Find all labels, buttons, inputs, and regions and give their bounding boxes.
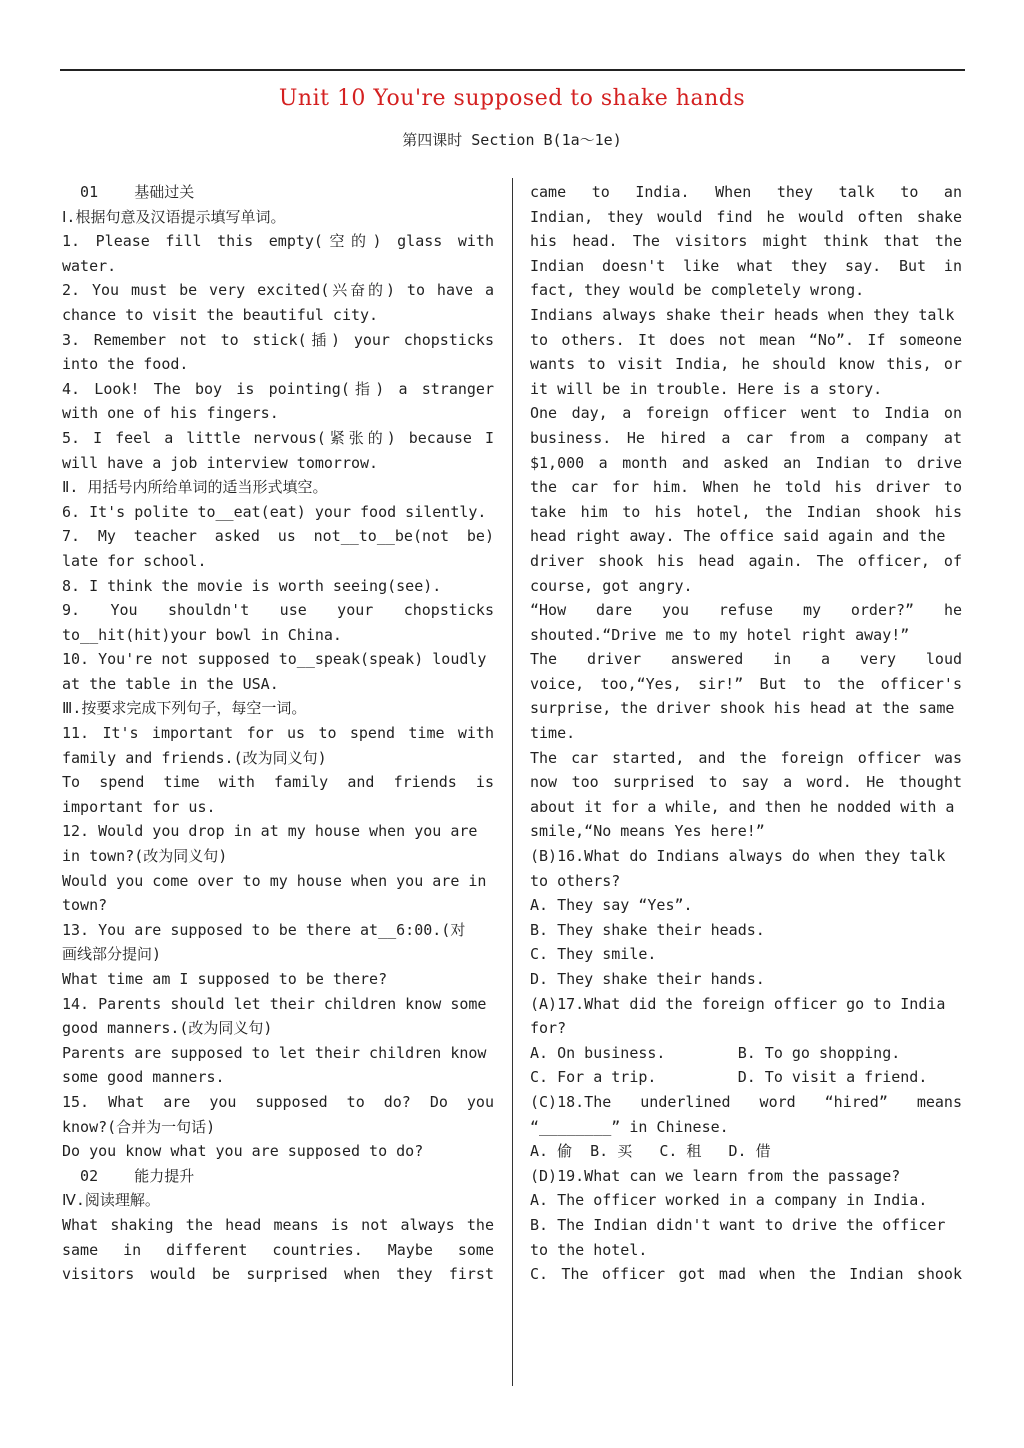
text-line: course, got angry. <box>530 576 693 595</box>
text-line: B. They shake their heads. <box>530 920 765 939</box>
text-line: 13. You are supposed to be there at__6:00.(对 <box>62 920 466 939</box>
text-line: 9. You shouldn't use your chopsticks <box>62 601 494 620</box>
column-divider <box>512 178 513 1386</box>
text-line: 1. Please fill this empty(空的) glass with <box>62 232 494 251</box>
text-line: Would you come over to my house when you are in <box>62 871 487 890</box>
text-line: 01 基础过关 <box>62 183 195 201</box>
text-line: “________” in Chinese. <box>530 1117 729 1136</box>
text-line: The driver answered in a very loud <box>530 650 962 669</box>
text-line: to the hotel. <box>530 1240 648 1259</box>
text-line: Indians always shake their heads when they talk <box>530 305 955 324</box>
text-line: driver shook his head again. The officer, of <box>530 551 962 570</box>
text-line: Do you know what you are supposed to do? <box>62 1142 424 1161</box>
text-line: came to India. When they talk to an <box>530 183 962 201</box>
text-line: town? <box>62 896 108 915</box>
text-line: Ⅱ. 用括号内所给单词的适当形式填空。 <box>62 478 328 497</box>
text-line: business. He hired a car from a company at <box>530 428 962 447</box>
text-line: family and friends.(改为同义句) <box>62 748 327 767</box>
text-line: A. 偷 B. 买 C. 租 D. 借 <box>530 1142 771 1161</box>
text-line: surprise, the driver shook his head at the same <box>530 699 955 718</box>
text-line: 14. Parents should let their children know some <box>62 994 487 1013</box>
text-line: to__hit(hit)your bowl in China. <box>62 625 342 644</box>
text-line: Ⅲ.按要求完成下列句子，每空一词。 <box>62 699 307 718</box>
text-line: to others. It does not mean “No”. If someone <box>530 330 962 349</box>
text-line: A. They say “Yes”. <box>530 896 693 915</box>
text-line: take him to his hotel, the Indian shook his <box>530 502 962 521</box>
text-line: 8. I think the movie is worth seeing(see). <box>62 576 442 595</box>
text-line: voice, too,“Yes, sir!” But to the officer's <box>530 674 962 693</box>
text-line: now too surprised to say a word. He thought <box>530 773 962 792</box>
text-line: 3. Remember not to stick(插) your chopsticks <box>62 330 494 349</box>
text-line: 6. It's polite to__eat(eat) your food silently. <box>62 502 487 521</box>
text-line: for? <box>530 1019 567 1038</box>
text-line: his head. The visitors might think that the <box>530 232 962 251</box>
text-line: What time am I supposed to be there? <box>62 970 388 988</box>
text-line: water. <box>62 256 117 275</box>
text-line: A. The officer worked in a company in India. <box>530 1191 928 1210</box>
text-line: What shaking the head means is not always the <box>62 1215 494 1234</box>
page-title: Unit 10 You're supposed to shake hands <box>278 86 746 111</box>
text-line: it will be in trouble. Here is a story. <box>530 379 883 398</box>
text-line: wants to visit India, he should know this, or <box>530 355 962 374</box>
text-line: Parents are supposed to let their children know <box>62 1043 487 1062</box>
text-line: (A)17.What did the foreign officer go to India <box>530 994 946 1013</box>
text-line: One day, a foreign officer went to India on <box>530 404 962 423</box>
text-line: C. The officer got mad when the Indian shook <box>530 1265 962 1284</box>
left-column <box>62 180 494 1287</box>
text-line: in town?(改为同义句) <box>62 847 228 866</box>
text-line: D. They shake their hands. <box>530 970 765 988</box>
text-line: Ⅳ.阅读理解。 <box>62 1191 160 1210</box>
text-line: Ⅰ.根据句意及汉语提示填写单词。 <box>62 207 286 226</box>
text-line: (C)18.The underlined word “hired” means <box>530 1092 962 1111</box>
text-line: some good manners. <box>62 1068 225 1087</box>
text-line: into the food. <box>62 355 189 374</box>
text-line: at the table in the USA. <box>62 674 279 693</box>
text-line: 画线部分提问) <box>62 945 162 964</box>
text-line: (B)16.What do Indians always do when they talk <box>530 847 946 866</box>
text-line: 11. It's important for us to spend time with <box>62 724 494 743</box>
text-line: 15. What are you supposed to do? Do you <box>62 1092 494 1111</box>
text-line: 2. You must be very excited(兴奋的) to have a <box>62 281 494 300</box>
text-line: (D)19.What can we learn from the passage? <box>530 1166 901 1185</box>
text-line: fact, they would be completely wrong. <box>530 281 865 300</box>
text-line: to others? <box>530 871 621 890</box>
text-line: B. The Indian didn't want to drive the officer <box>530 1215 946 1234</box>
text-line: C. For a trip. D. To visit a friend. <box>530 1068 928 1087</box>
right-column <box>530 180 962 1287</box>
text-line: important for us. <box>62 797 216 816</box>
text-line: the car for him. When he told his driver to <box>530 478 962 497</box>
text-line: 5. I feel a little nervous(紧张的) because I <box>62 428 494 447</box>
text-line: $1,000 a month and asked an Indian to drive <box>530 453 962 472</box>
text-line: shouted.“Drive me to my hotel right away!” <box>530 625 910 644</box>
text-line: The car started, and the foreign officer was <box>530 748 962 767</box>
text-line: visitors would be surprised when they first <box>62 1265 494 1284</box>
page-subtitle: 第四课时 Section B(1a～1e) <box>402 131 622 149</box>
text-line: 02 能力提升 <box>62 1166 195 1185</box>
top-rule <box>60 69 965 71</box>
text-line: 10. You're not supposed to__speak(speak) loudly <box>62 650 487 669</box>
text-line: with one of his fingers. <box>62 404 279 423</box>
text-line: C. They smile. <box>530 945 657 964</box>
text-line: smile,“No means Yes here!” <box>530 822 765 841</box>
text-line: 12. Would you drop in at my house when you are <box>62 822 478 841</box>
text-line: time. <box>530 724 576 743</box>
text-line: A. On business. B. To go shopping. <box>530 1043 901 1062</box>
text-line: late for school. <box>62 551 207 570</box>
text-line: To spend time with family and friends is <box>62 773 494 792</box>
text-line: “How dare you refuse my order?” he <box>530 601 962 620</box>
text-line: chance to visit the beautiful city. <box>62 305 379 324</box>
text-line: about it for a while, and then he nodded with a <box>530 797 955 816</box>
text-line: 7. My teacher asked us not__to__be(not be) <box>62 527 494 546</box>
text-line: Indian doesn't like what they say. But in <box>530 256 962 275</box>
text-line: same in different countries. Maybe some <box>62 1240 494 1259</box>
text-line: will have a job interview tomorrow. <box>62 453 379 472</box>
text-line: know?(合并为一句话) <box>62 1117 216 1136</box>
text-line: 4. Look! The boy is pointing(指) a stranger <box>62 379 494 398</box>
text-line: good manners.(改为同义句) <box>62 1019 273 1038</box>
text-line: head right away. The office said again and the <box>530 527 946 546</box>
text-line: Indian, they would find he would often shake <box>530 207 962 226</box>
